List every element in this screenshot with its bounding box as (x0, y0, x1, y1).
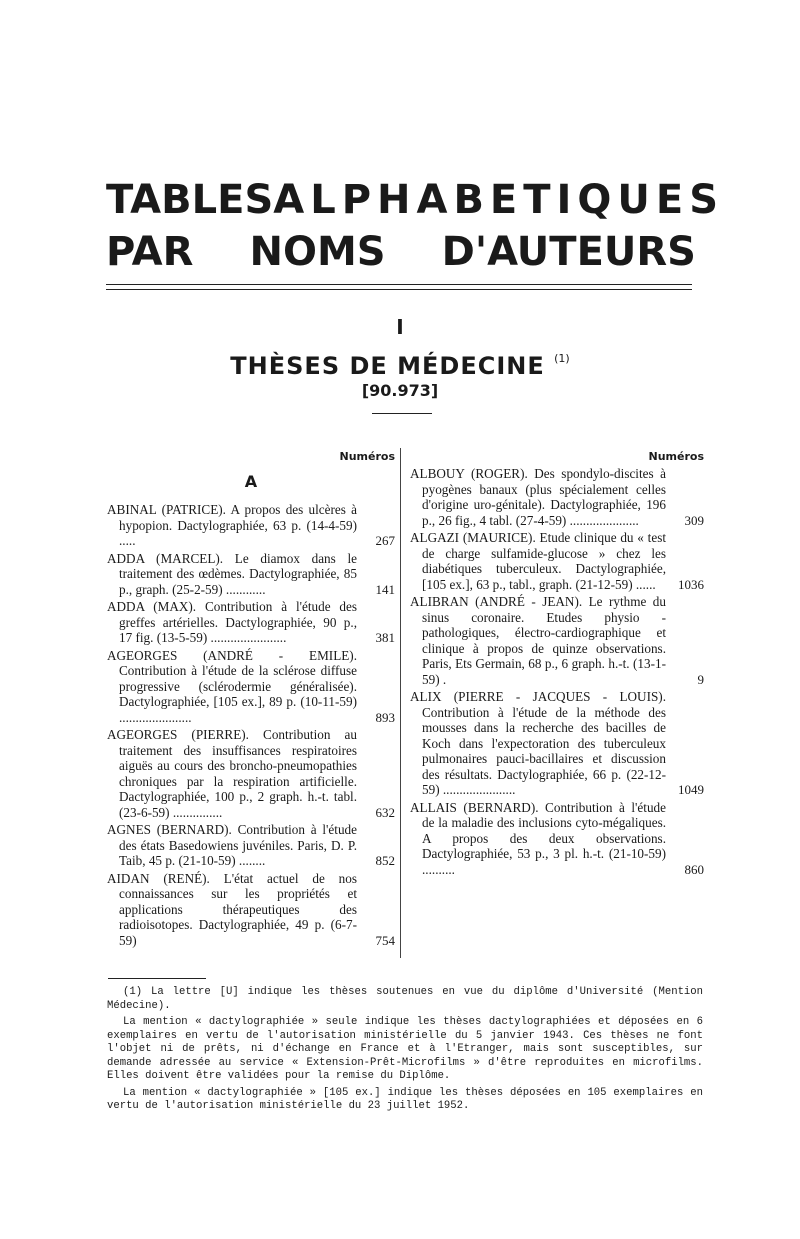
section-title-text: THÈSES DE MÉDECINE (230, 352, 545, 380)
entry-text: ADDA (MARCEL). Le diamox dans le traitement des œdèmes. Dactylographiée, 85 p., graph. (25-2-59) ............ (107, 550, 357, 597)
entry-number: 852 (375, 853, 395, 868)
section-number: I (396, 315, 404, 339)
entry-number: 632 (375, 804, 395, 820)
left-entries (107, 502, 395, 948)
footnote-ref: (1) (554, 352, 570, 365)
entry-text: AGNES (BERNARD). Contribution à l'étude des états Basedowiens juvéniles. Paris, D. P. Taib, 45 p. (21-10-59) ........ (107, 822, 357, 868)
entry-number: 267 (375, 533, 395, 548)
footnote: La mention « dactylographiée » [105 ex.] indique les thèses déposées en 105 exemplaires en vertu de l'autorisation ministérielle du 23 juillet 1952. (107, 1086, 703, 1112)
right-column (410, 448, 704, 879)
entry-number: 309 (684, 512, 704, 528)
entry-text: ALBOUY (ROGER). Des spondylo-discites à pyogènes banaux (plus spécialement celles d'origine uro-génitale). Dactylographiée, 196 p., 26 fig., 4 tabl. (27-4-59) ..................... (410, 466, 666, 528)
section-rule (372, 413, 432, 414)
thesis-entry (107, 502, 395, 549)
thesis-entry (410, 466, 704, 528)
footnote-rule (108, 978, 206, 979)
thesis-entry (107, 551, 395, 598)
entry-number: 860 (684, 861, 704, 877)
entry-text: AGEORGES (PIERRE). Contribution au traitement des insuffisances respiratoires aiguës au cours des broncho-pneumopathies chroniques par la respiration artificielle. Dactylographiée, 100 p., 2 graph. h.-t. tabl. (23-6-59) ............... (107, 727, 357, 820)
thesis-entry (107, 648, 395, 726)
entry-text: ALGAZI (MAURICE). Etude clinique du « test de charge sulfamide-glucose » chez les diabétiques tuberculeux. Dactylographiée, [105 ex.], 63 p., tabl., graph. (21-12-59) ...... (410, 530, 666, 592)
entry-text: ADDA (MAX). Contribution à l'étude des greffes artérielles. Dactylographiée, 90 p., 17 fig. (13-5-59) ....................... (107, 599, 357, 645)
thesis-entry (410, 800, 704, 878)
footnote: (1) La lettre [U] indique les thèses soutenues en vue du diplôme d'Université (Mention Médecine). (107, 986, 703, 1012)
thesis-entry (107, 599, 395, 646)
thesis-entry (410, 594, 704, 687)
entry-number: 141 (375, 581, 395, 597)
title-word: D'AUTEURS (441, 229, 696, 275)
thesis-entry (410, 530, 704, 592)
entry-text: AGEORGES (ANDRÉ - EMILE). Contribution à l'étude de la sclérose diffuse progressive (sclérodermie généralisée). Dactylographiée, [105 ex.], 89 p. (10-11-59) ...................... (107, 647, 357, 725)
footnote: La mention « dactylographiée » seule indique les thèses dactylographiées et déposées en 6 exemplaires en vertu de l'autorisation ministérielle du 5 janvier 1943. Ces thèses ne font l'objet ni de prêts, ni d'échange en France et à l'Etranger, mais sont susceptibles, sur demande adressée au service « Extension-Prêt-Microfilms » d'être reproduites en microfilms. Elles doivent être validées pour la remise du Diplôme. (107, 1016, 703, 1082)
section-title (0, 352, 800, 380)
column-separator (400, 448, 401, 958)
title-line-2 (106, 228, 696, 276)
footnotes (107, 986, 703, 1117)
right-entries (410, 466, 704, 877)
entry-number: 381 (375, 630, 395, 645)
title-word: PAR (106, 229, 194, 275)
thesis-entry (107, 871, 395, 949)
title-word: TABLES (106, 177, 274, 223)
entry-text: ABINAL (PATRICE). A propos des ulcères à hypopion. Dactylographiée, 63 p. (14-4-59) ..... (107, 502, 357, 548)
entry-number: 1049 (678, 782, 704, 797)
section-letter: A (244, 472, 258, 491)
entry-number: 1036 (678, 576, 704, 592)
entry-text: AIDAN (RENÉ). L'état actuel de nos connaissances sur les propriétés et applications thérapeutiques des radioisotopes. Dactylographiée, 49 p. (6-7-59) (107, 870, 357, 948)
thesis-entry (107, 727, 395, 820)
entry-number: 893 (375, 709, 395, 725)
thesis-entry (107, 822, 395, 869)
title-word: ALPHABETIQUES (273, 177, 725, 223)
title-word: NOMS (249, 229, 386, 275)
entry-number: 9 (697, 671, 704, 687)
numbers-header: Numéros (648, 450, 704, 463)
entry-text: ALLAIS (BERNARD). Contribution à l'étude de la maladie des inclusions cyto-mégaliques. A propos des deux observations. Dactylographiée, 53 p., 3 pl. h.-t. (21-10-59) .......... (410, 799, 666, 877)
entry-text: ALIX (PIERRE - JACQUES - LOUIS). Contribution à l'étude de la méthode des mousses dans la recherche des bacilles de Koch dans l'expectoration des tuberculeux pulmonaires pauci-bacillaires et discussion des résultats. Dactylographiée, 66 p. (22-12-59) ...................... (410, 689, 666, 797)
title-rule-top (106, 284, 692, 285)
section-code: [90.973] (361, 381, 439, 400)
entry-text: ALIBRAN (ANDRÉ - JEAN). Le rythme du sinus coronaire. Etudes physio - pathologiques, électro-cardiographique et clinique à propos de quinze observations. Paris, Ets Germain, 68 p., 6 graph. h.-t. (13-1-59) . (410, 594, 666, 687)
thesis-entry (410, 689, 704, 798)
left-column (107, 448, 395, 950)
numbers-header: Numéros (339, 450, 395, 463)
title-line-1 (106, 176, 725, 224)
entry-number: 754 (375, 932, 395, 948)
title-rule-bottom (106, 289, 692, 290)
